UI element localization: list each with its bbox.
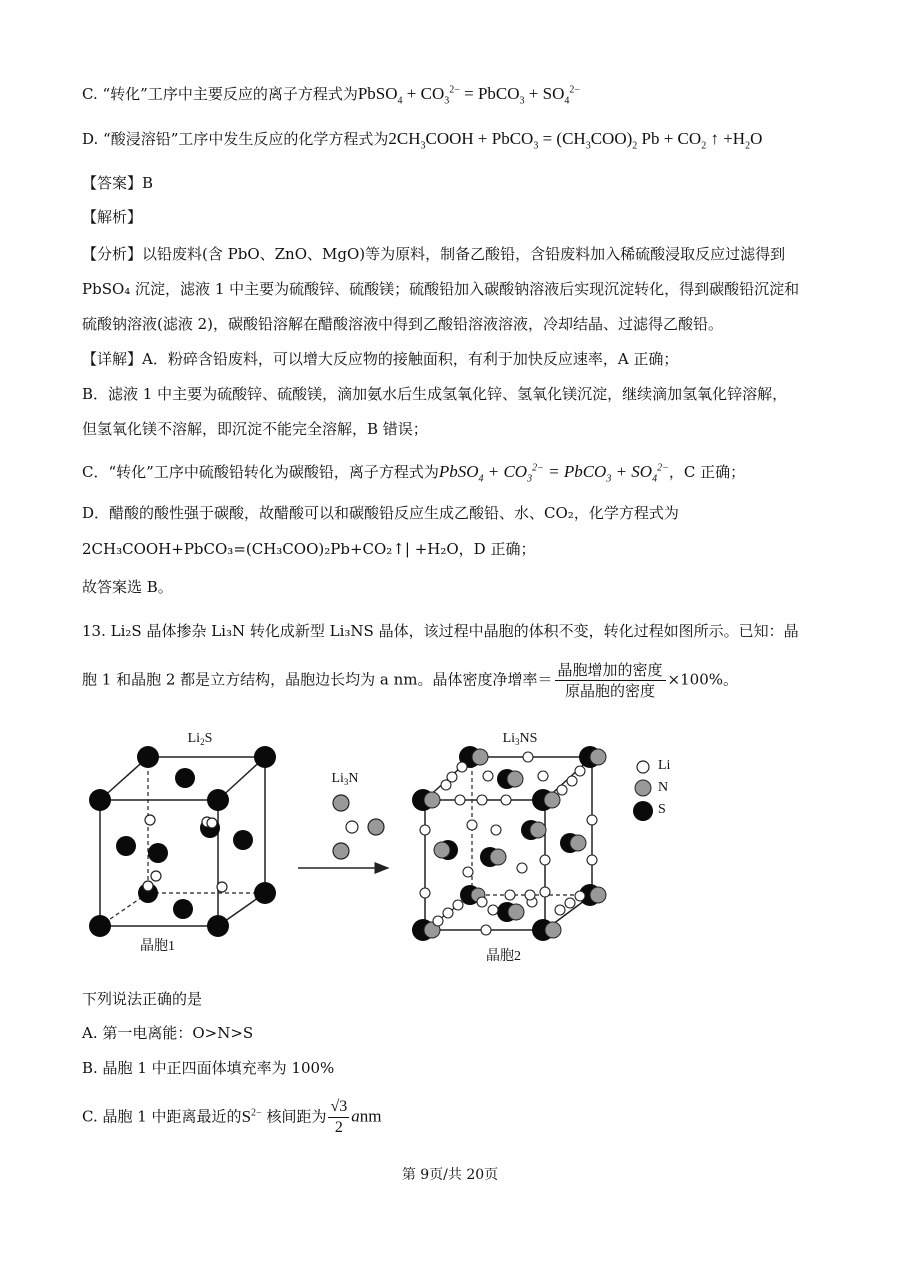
detail-b-line-1: B．滤液 1 中主要为硫酸锌、硫酸镁，滴加氨水后生成氢氧化锌、氢氧化镁沉淀，继续滴加氢氧化锌溶解， xyxy=(82,385,788,403)
detail-a: 【详解】A．粉碎含铅废料，可以增大反应物的接触面积，有利于加快反应速率，A 正确； xyxy=(82,350,679,368)
dopant-atoms xyxy=(333,795,384,859)
li-atom xyxy=(567,776,577,786)
legend-li-swatch xyxy=(637,761,649,773)
legend-n-swatch xyxy=(635,780,651,796)
li-atom xyxy=(483,771,493,781)
li-atom xyxy=(505,890,515,900)
cell2-formula: $Li_3NS$ xyxy=(502,731,538,747)
detail-c-equation: PbSO$_4$ + $CO_3^{2-}$ = PbCO$_3$ + $SO_4^{2-}$ xyxy=(438,462,669,485)
li-atom xyxy=(587,815,597,825)
analysis-line-2: PbSO₄ 沉淀，滤液 1 中主要为硫酸锌、硫酸镁；硫酸铅加入碳酸钠溶液后实现沉淀转化，得到碳酸铅沉淀和 xyxy=(82,280,800,298)
question-13-line-1: 13. Li₂S 晶体掺杂 Li₃N 转化成新型 Li₃NS 晶体，该过程中晶胞的体积不变，转化过程如图所示。已知：晶 xyxy=(82,622,799,640)
li-atom xyxy=(443,908,453,918)
page-footer: 第 9页/共 20页 xyxy=(401,1167,499,1183)
s-atom xyxy=(254,882,276,904)
s-atom xyxy=(207,789,229,811)
li-atom xyxy=(477,897,487,907)
li-atom xyxy=(420,888,430,898)
option-d-label: D. “酸浸溶铅”工序中发生反应的化学方程式为 xyxy=(82,130,389,148)
cell2-caption: 晶胞2 xyxy=(486,949,521,964)
analysis-title: 【解析】 xyxy=(82,208,143,226)
n-atom xyxy=(368,819,384,835)
li-atom xyxy=(145,815,155,825)
legend xyxy=(633,761,653,821)
li-atom xyxy=(525,890,535,900)
li-atom xyxy=(463,867,473,877)
option-a: A. 第一电离能：O>N>S xyxy=(82,1024,254,1042)
n-atom xyxy=(530,822,546,838)
li-atom xyxy=(217,882,227,892)
s-atom xyxy=(175,768,195,788)
li-atom xyxy=(477,795,487,805)
s-atom xyxy=(89,915,111,937)
cell1-sulfur-atoms xyxy=(89,746,276,937)
s-atom xyxy=(254,746,276,768)
n-atom xyxy=(590,887,606,903)
s-atom xyxy=(207,915,229,937)
question-prompt: 下列说法正确的是 xyxy=(82,990,203,1008)
li-atom xyxy=(540,855,550,865)
li-atom xyxy=(491,825,501,835)
option-d-equation: $2CH_3COOH$ + PbCO$_3$ = $(CH_3COO)_2$ $Pb + CO_2$ ↑ $+H_2O$ xyxy=(388,129,763,152)
detail-b-line-2: 但氢氧化镁不溶解，即沉淀不能完全溶解，B 错误； xyxy=(82,420,428,438)
n-atom xyxy=(333,843,349,859)
li-atom xyxy=(441,780,451,790)
li-atom xyxy=(565,898,575,908)
li-atom xyxy=(151,871,161,881)
li-atom xyxy=(501,795,511,805)
s-atom xyxy=(116,836,136,856)
conclusion: 故答案选 B。 xyxy=(82,578,173,596)
analysis-line-1: 【分析】以铅废料(含 PbO、ZnO、MgO)等为原料，制备乙酸铅，含铅废料加入稀硫酸浸取反应过滤得到 xyxy=(82,245,786,263)
n-atom xyxy=(424,792,440,808)
li-atom xyxy=(481,925,491,935)
sulfide-ion: $S^{2-}$ xyxy=(241,1106,262,1126)
cell1-caption: 晶胞1 xyxy=(140,939,175,954)
li-atom xyxy=(346,821,358,833)
question-13-prefix: 胞 1 和晶胞 2 都是立方结构，晶胞边长均为 a nm。晶体密度净增率＝ xyxy=(82,670,553,689)
s-atom xyxy=(137,746,159,768)
detail-d-line-1: D．醋酸的酸性强于碳酸，故醋酸可以和碳酸铅反应生成乙酸铅、水、CO₂，化学方程式为 xyxy=(82,504,679,522)
n-atom xyxy=(570,835,586,851)
option-c-13-unit: nm xyxy=(359,1106,382,1126)
option-c-equation: PbSO$_4$ + $CO_3^{2-}$ = PbCO$_3$ + $SO_4^{2-}$ xyxy=(357,84,580,107)
li-atom xyxy=(587,855,597,865)
legend-n-label: N xyxy=(658,780,669,795)
n-atom xyxy=(490,849,506,865)
n-atom xyxy=(508,904,524,920)
fraction-numerator: 晶胞增加的密度 xyxy=(555,660,666,681)
li-atom xyxy=(488,905,498,915)
legend-s-label: S xyxy=(658,802,666,817)
li-atom xyxy=(457,762,467,772)
li-atom xyxy=(455,795,465,805)
li-atom xyxy=(143,881,153,891)
s-atom xyxy=(233,830,253,850)
li-atom xyxy=(538,771,548,781)
answer: 【答案】B xyxy=(82,174,154,192)
question-13-suffix: ×100%。 xyxy=(667,670,738,689)
detail-c-prefix: C．“转化”工序中硫酸铅转化为碳酸铅，离子方程式为 xyxy=(82,463,439,481)
legend-li-label: Li xyxy=(658,758,671,773)
fraction-denominator: 原晶胞的密度 xyxy=(565,682,656,700)
n-atom xyxy=(544,792,560,808)
s-atom xyxy=(148,843,168,863)
li-atom xyxy=(433,916,443,926)
option-c-13 xyxy=(82,1097,381,1138)
n-atom xyxy=(333,795,349,811)
n-atom xyxy=(545,922,561,938)
cell1-formula: $Li_2S$ xyxy=(187,731,213,747)
li-atom xyxy=(555,905,565,915)
li-atom xyxy=(523,752,533,762)
option-c-13-prefix: C. 晶胞 1 中距离最近的 xyxy=(82,1107,242,1126)
li-atom xyxy=(575,891,585,901)
dopant-formula: $Li_3N$ xyxy=(331,771,359,787)
n-atom xyxy=(434,842,450,858)
option-b: B. 晶胞 1 中正四面体填充率为 100% xyxy=(82,1059,335,1077)
n-atom xyxy=(472,749,488,765)
n-atom xyxy=(507,771,523,787)
sqrt3-over-2: $\frac{√3}{2}$ xyxy=(330,1098,348,1136)
li-atom xyxy=(420,825,430,835)
li-atom xyxy=(540,887,550,897)
li-atom xyxy=(453,900,463,910)
n-atom xyxy=(590,749,606,765)
detail-c-suffix: ，C 正确； xyxy=(668,463,746,481)
edge-a: a xyxy=(351,1106,360,1126)
legend-s-swatch xyxy=(633,801,653,821)
li-atom xyxy=(575,766,585,776)
li-atom xyxy=(207,818,217,828)
s-atom xyxy=(173,899,193,919)
li-atom xyxy=(517,863,527,873)
s-atom xyxy=(89,789,111,811)
li-atom xyxy=(557,785,567,795)
li-atom xyxy=(467,820,477,830)
option-c-13-mid: 核间距为 xyxy=(266,1107,327,1126)
option-c-label: C. “转化”工序中主要反应的离子方程式为 xyxy=(82,85,358,103)
detail-d-line-2: 2CH₃COOH+PbCO₃=(CH₃COO)₂Pb+CO₂↑| +H₂O，D 正确； xyxy=(82,540,536,558)
analysis-line-3: 硫酸钠溶液(滤液 2)，碳酸铅溶解在醋酸溶液中得到乙酸铅溶液溶液，冷却结晶、过滤得乙酸铅。 xyxy=(82,315,724,333)
